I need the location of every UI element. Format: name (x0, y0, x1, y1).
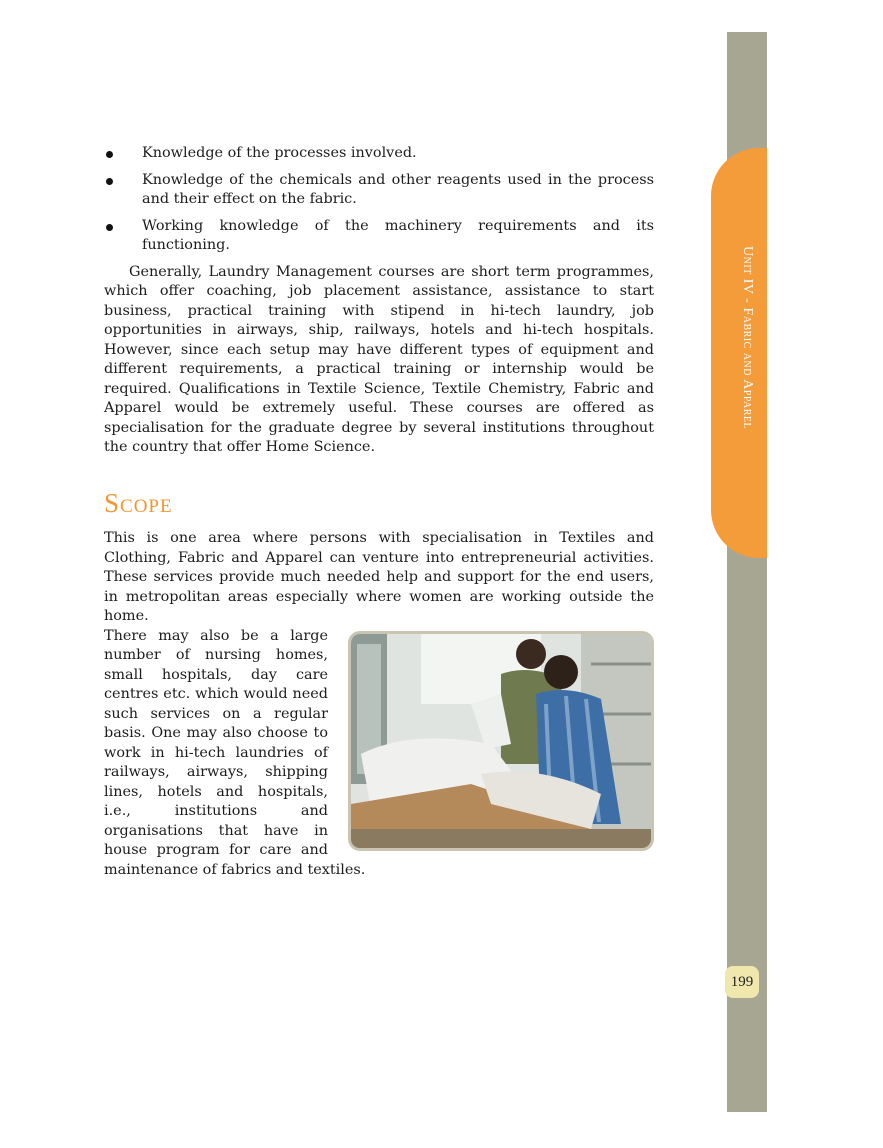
scope-paragraph-1: This is one area where persons with specialisation in Textiles and Clothing, Fabric and Apparel can venture into entrepreneurial activities. These services provide much needed help and support for the end users, in metropolitan areas especially where women are working outside the home. (104, 530, 654, 624)
page-content (104, 144, 654, 880)
laundry-workers-photo (348, 631, 654, 851)
list-item: Working knowledge of the machinery requirements and its functioning. (104, 217, 654, 256)
section-heading-scope: Scope (104, 487, 173, 518)
page-number: 199 (725, 966, 759, 998)
side-tab-label: Unit IV - Fabric and Apparel (740, 246, 755, 430)
photo-illustration (351, 634, 651, 848)
courses-paragraph: Generally, Laundry Management courses are short term programmes, which offer coaching, job placement assistance, assistance to start business, practical training with stipend in hi-tech laundry, job opportunities in airways, ship, railways, hotels and hi-tech hospitals. However, since each setup may have different types of equipment and different requirements, a practical training or internship would be required. Qualifications in Textile Science, Textile Chemistry, Fabric and Apparel would be extremely useful. These courses are offered as specialisation for the graduate degree by several institutions throughout the country that offer Home Science. (104, 263, 654, 455)
list-item: Knowledge of the chemicals and other reagents used in the process and their effect on the fabric. (104, 171, 654, 210)
list-item: Knowledge of the processes involved. (104, 144, 654, 164)
scope-paragraph-2: There may also be a large number of nursing homes, small hospitals, day care centres etc. which would need such services on a regular basis. One may also choose to work in hi-tech laundries of railways, airways, shipping lines, hotels and hospitals, i.e., institutions and organisations that have in house program for care and maintenance of fabrics and textiles. (104, 627, 366, 878)
bullet-list (104, 144, 654, 256)
